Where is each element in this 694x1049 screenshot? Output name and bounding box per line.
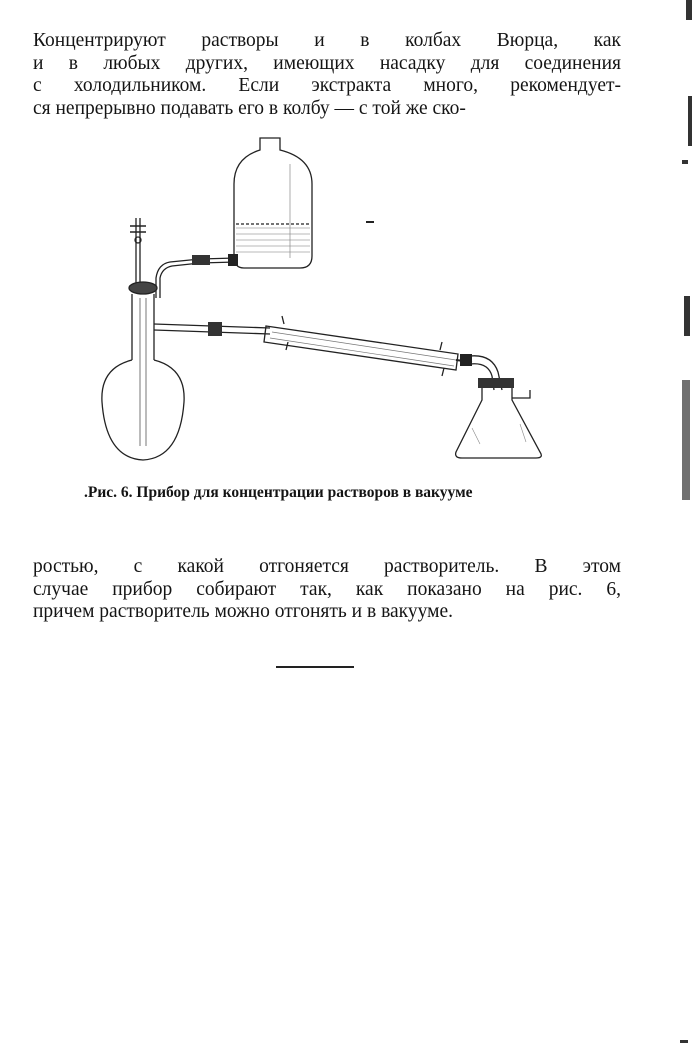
feed-tube — [156, 222, 374, 298]
paragraph-top — [33, 30, 621, 120]
paragraph-bottom — [33, 556, 621, 624]
thermometer-tube — [130, 218, 146, 288]
figure-caption: .Рис. 6. Прибор для концентрации растворов в вакууме — [84, 484, 473, 501]
text-line: причем растворитель можно отгонять и в вакууме. — [33, 601, 453, 622]
reservoir-bottle — [234, 138, 312, 268]
section-divider — [276, 666, 354, 668]
text-line: случае прибор собирают так, как показано на рис. 6, — [33, 578, 621, 600]
scan-edge-noise — [680, 0, 694, 1049]
condenser — [264, 316, 472, 376]
side-arm — [154, 322, 270, 336]
apparatus-illustration — [100, 128, 560, 468]
round-bottom-flask — [102, 282, 184, 460]
text-line: и в любых других, имеющих насадку для соединения — [33, 52, 621, 74]
receiving-flask — [456, 378, 542, 458]
text-line: с холодильником. Если экстракта много, рекомендует- — [33, 75, 621, 96]
text-line: ся непрерывно подавать его в колбу — с той же ско- — [33, 97, 466, 119]
text-line: Концентрируют растворы и в колбах Вюрца, как — [33, 30, 621, 51]
text-line: ростью, с какой отгоняется растворитель. В этом — [33, 556, 621, 577]
